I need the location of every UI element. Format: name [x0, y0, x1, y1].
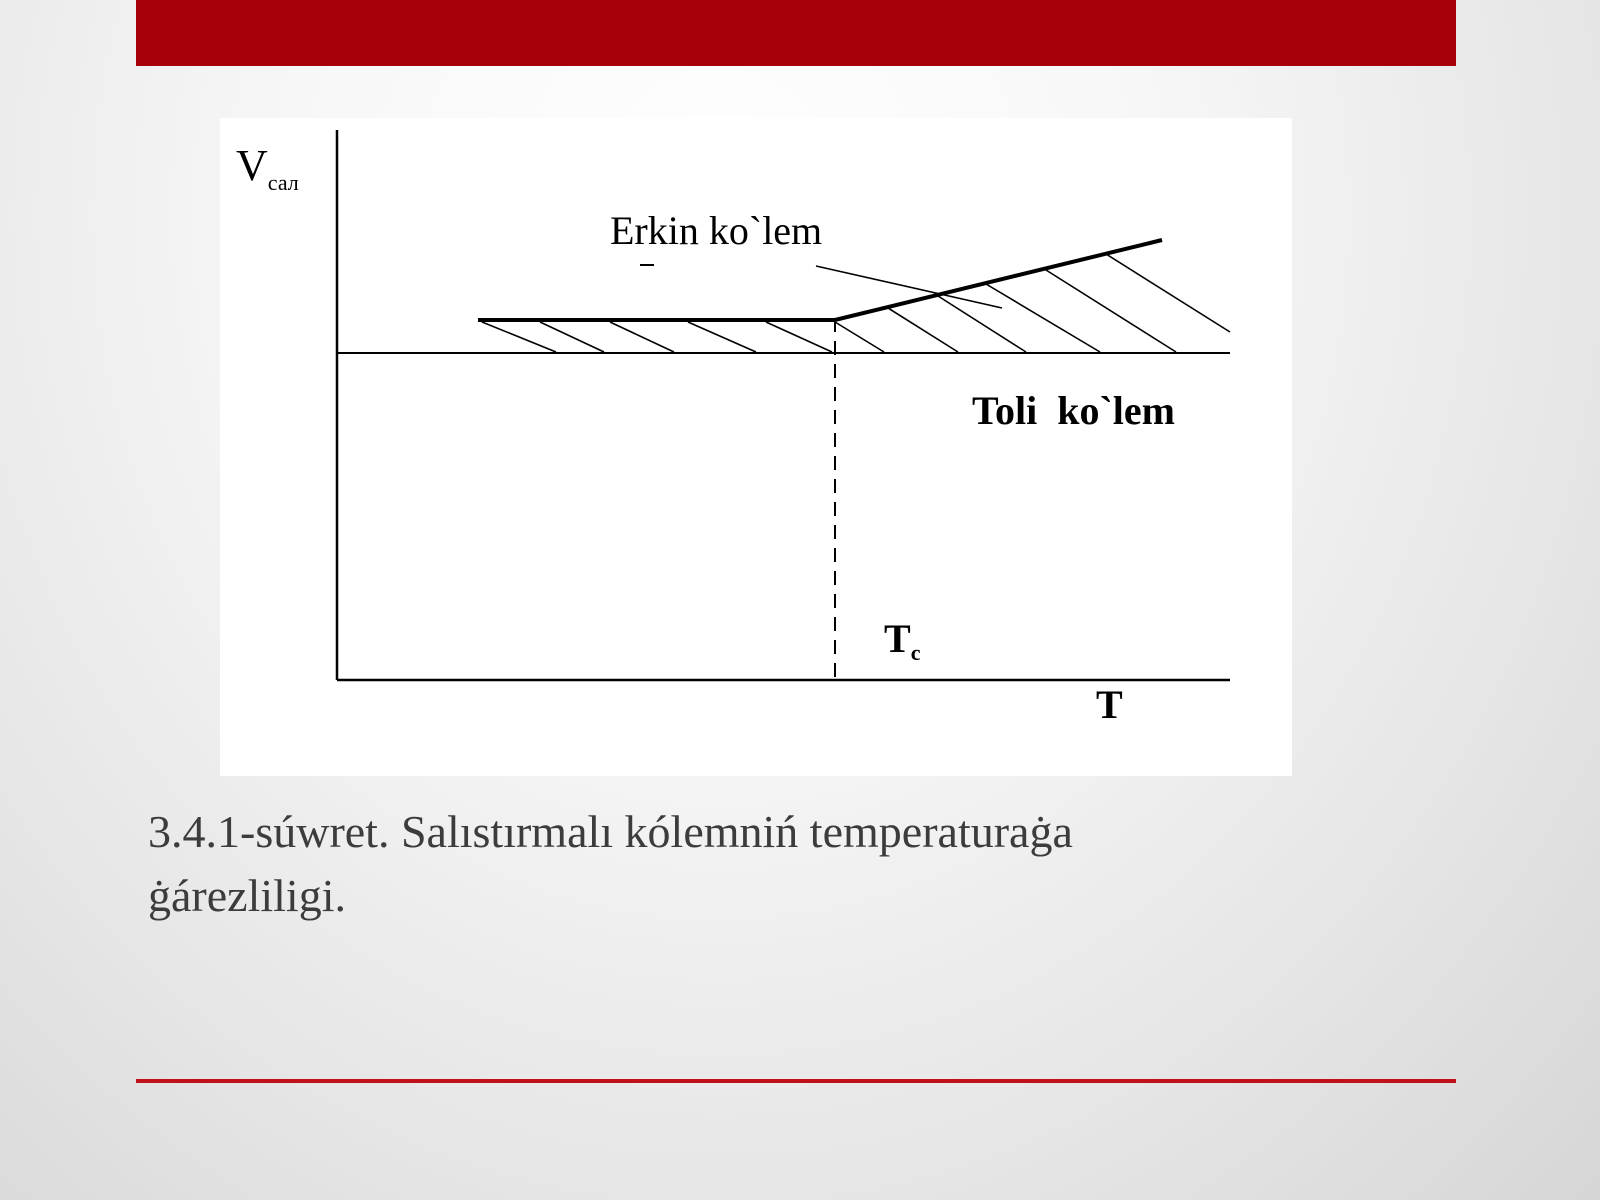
free-volume-hatching — [482, 254, 1230, 352]
free-volume-label: Erkin ko`lem — [610, 208, 823, 253]
footer-rule — [136, 1079, 1456, 1083]
diagram-panel — [220, 118, 1292, 776]
occupied-volume-label: Toli ko`lem — [972, 388, 1175, 433]
volume-temperature-diagram — [220, 118, 1292, 776]
caption-line-1: 3.4.1-súwret. Salıstırmalı kólemniń temperaturaġa — [148, 806, 1073, 857]
transition-temperature-label: $T_c$ — [884, 616, 921, 665]
title-bar — [136, 0, 1456, 66]
x-axis-label: T — [1096, 682, 1123, 727]
y-axis-label: $V_{сал}$ — [236, 141, 299, 195]
caption-line-2: ġárezliligi. — [148, 870, 346, 921]
figure-caption — [148, 800, 1428, 928]
